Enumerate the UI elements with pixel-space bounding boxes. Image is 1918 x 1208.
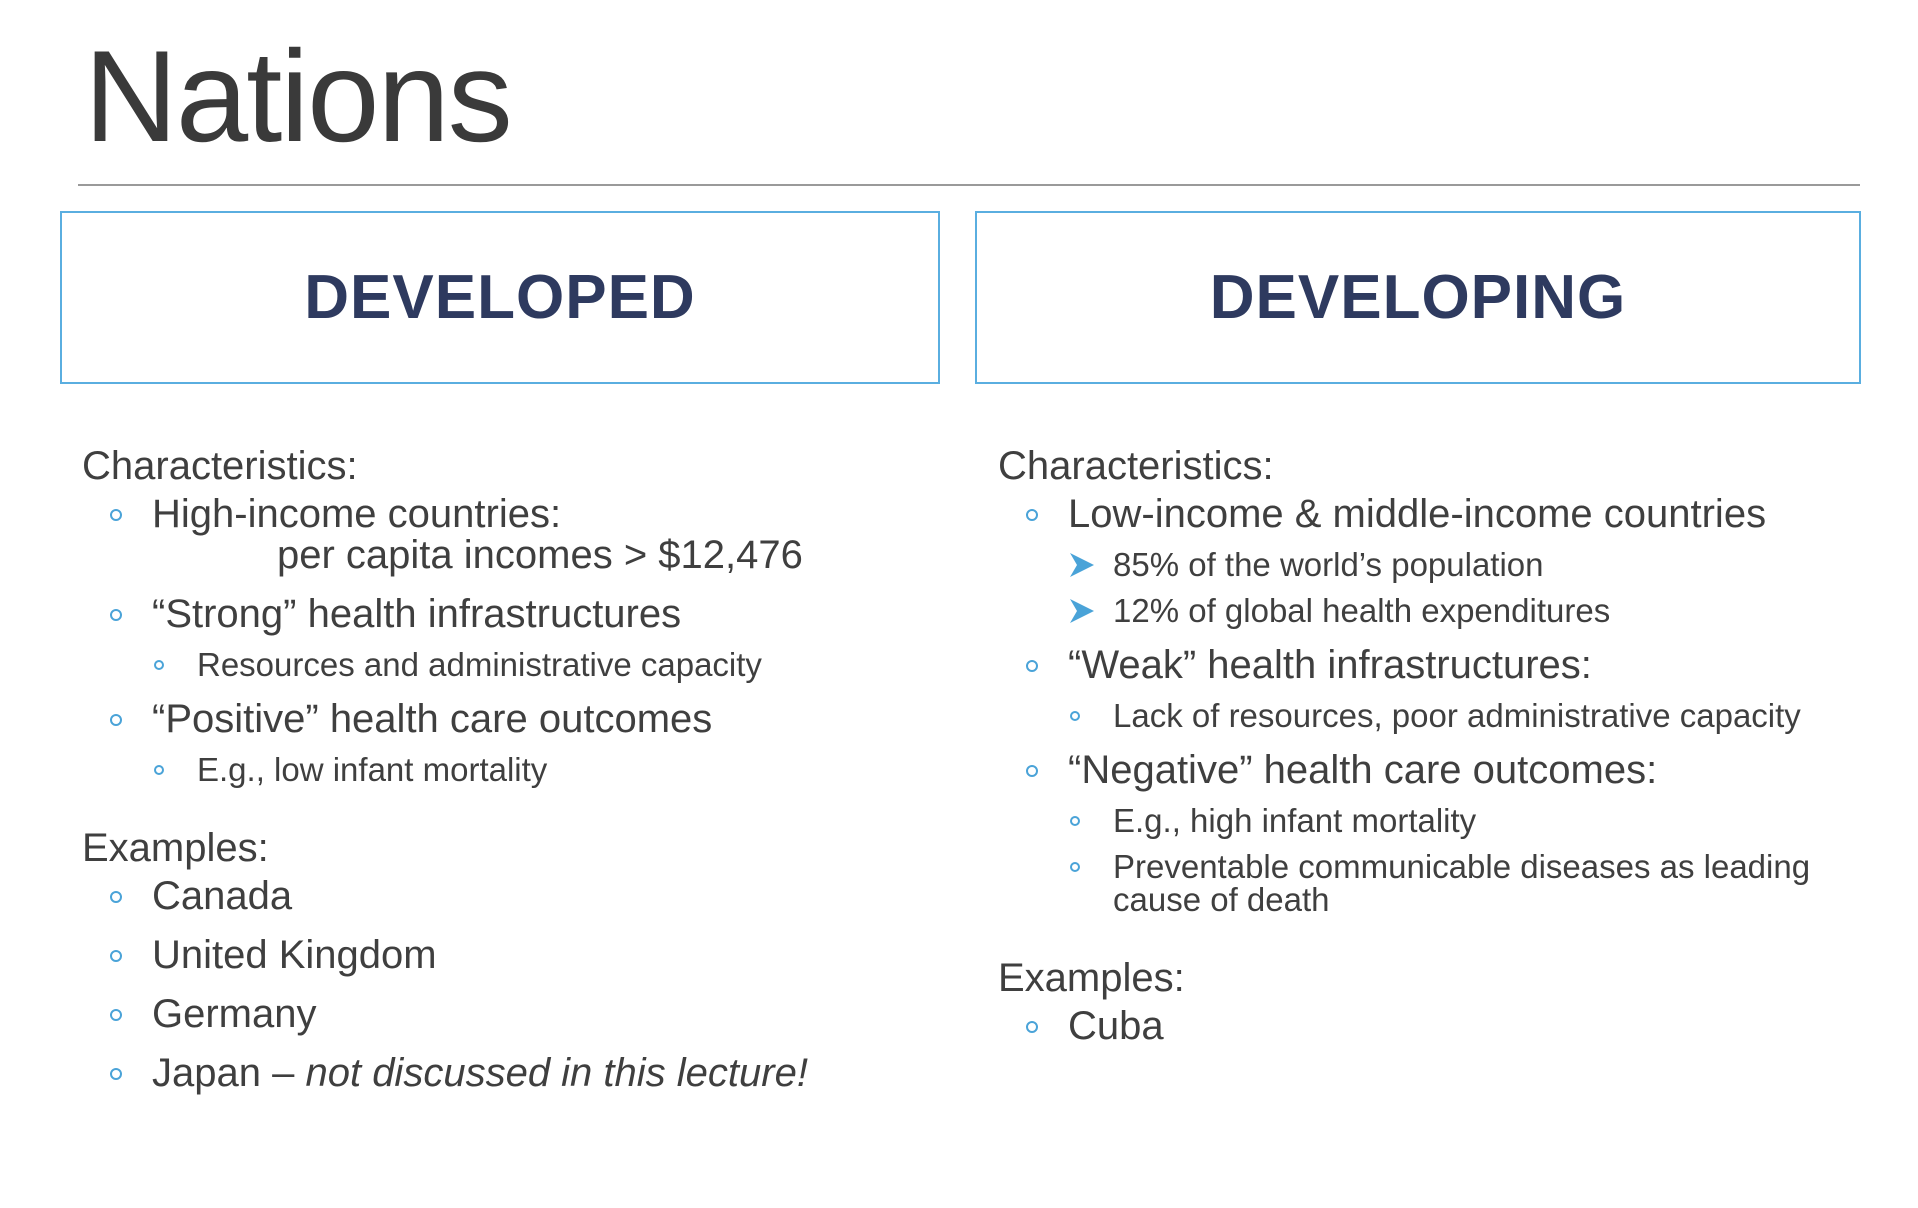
sub-list-item-text: Resources and administrative capacity — [197, 646, 762, 683]
example-text: Japan – — [152, 1051, 306, 1095]
list-item — [998, 645, 1878, 686]
bullet-icon — [154, 660, 164, 670]
sub-list-item-text: Lack of resources, poor administrative capacity — [1113, 697, 1801, 734]
developing-examples-list — [998, 1006, 1878, 1047]
slide-title: Nations — [84, 23, 511, 169]
list-item — [82, 494, 942, 576]
list-item-text: “Positive” health care outcomes — [152, 697, 713, 741]
bullet-icon — [110, 891, 122, 903]
sub-list-item-text: 12% of global health expenditures — [1113, 592, 1611, 629]
developed-column — [82, 440, 942, 1094]
sub-list-item — [998, 850, 1878, 916]
developing-column — [998, 440, 1878, 1047]
developed-examples-heading: Examples: — [82, 826, 269, 870]
developed-characteristics-heading: Characteristics: — [82, 444, 358, 488]
bullet-icon — [1026, 660, 1038, 672]
example-text: Cuba — [1068, 1004, 1164, 1048]
developing-header: DEVELOPING — [1209, 263, 1627, 332]
list-item — [82, 876, 942, 917]
list-item-text: Low-income & middle-income countries — [1068, 492, 1767, 536]
list-item-text: “Strong” health infrastructures — [152, 592, 682, 636]
bullet-icon — [110, 1009, 122, 1021]
developing-characteristics-heading: Characteristics: — [998, 444, 1274, 488]
sub-list-item-text: E.g., low infant mortality — [197, 751, 548, 788]
title-divider — [78, 184, 1860, 186]
list-item — [82, 994, 942, 1035]
list-item-text: High-income countries: — [152, 492, 562, 536]
bullet-icon — [1070, 816, 1080, 826]
bullet-icon — [110, 950, 122, 962]
example-text: Germany — [152, 992, 317, 1036]
sub-list-item-text: Preventable communicable diseases as leading cause of death — [1113, 848, 1811, 918]
list-item — [998, 494, 1878, 535]
sub-list-item — [82, 753, 942, 786]
developed-examples-list — [82, 876, 942, 1094]
sub-list-item — [998, 594, 1878, 627]
bullet-icon — [1070, 711, 1080, 721]
list-item — [82, 1053, 942, 1094]
sub-list-item-text: 85% of the world’s population — [1113, 546, 1544, 583]
list-item-text: “Negative” health care outcomes: — [1068, 748, 1658, 792]
example-note: not discussed in this lecture! — [305, 1051, 808, 1095]
developed-header: DEVELOPED — [304, 263, 696, 332]
example-text: United Kingdom — [152, 933, 437, 977]
sub-list-item — [998, 699, 1878, 732]
bullet-icon — [1070, 862, 1080, 872]
bullet-icon — [154, 765, 164, 775]
list-item — [82, 935, 942, 976]
list-item — [82, 699, 942, 740]
sub-list-item-text: E.g., high infant mortality — [1113, 802, 1477, 839]
sub-list-item — [998, 548, 1878, 581]
list-item-continuation: per capita incomes > $12,476 — [277, 533, 803, 577]
bullet-icon — [1026, 1021, 1038, 1033]
developing-examples-heading: Examples: — [998, 956, 1185, 1000]
list-item-text: “Weak” health infrastructures: — [1068, 643, 1592, 687]
bullet-icon — [1026, 509, 1038, 521]
list-item — [998, 1006, 1878, 1047]
example-text: Canada — [152, 874, 293, 918]
developed-header-box — [60, 211, 940, 384]
sub-list-item — [82, 648, 942, 681]
arrow-bullet-icon — [1068, 550, 1096, 580]
bullet-icon — [1026, 765, 1038, 777]
list-item — [82, 594, 942, 635]
bullet-icon — [110, 509, 122, 521]
developing-header-box — [975, 211, 1861, 384]
bullet-icon — [110, 714, 122, 726]
arrow-bullet-icon — [1068, 596, 1096, 626]
bullet-icon — [110, 609, 122, 621]
sub-list-item — [998, 804, 1878, 837]
bullet-icon — [110, 1068, 122, 1080]
list-item — [998, 750, 1878, 791]
